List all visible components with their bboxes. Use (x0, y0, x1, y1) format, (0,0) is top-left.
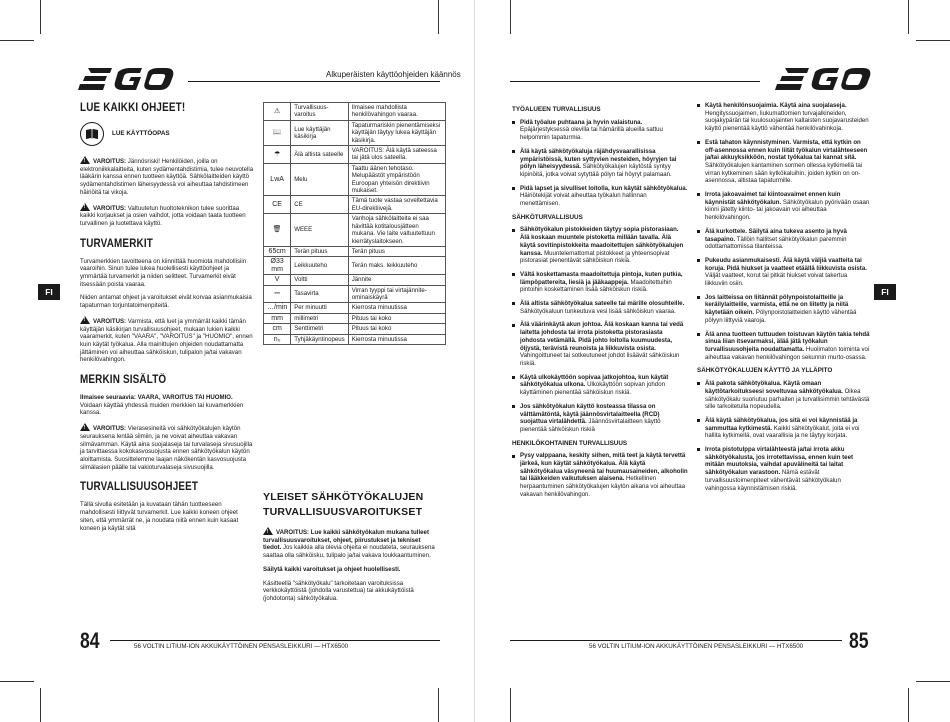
list-item (512, 226, 688, 265)
list-item-bold: Älä kurkottele. Säilytä aina tukeva asento ja hyvä tasapaino. (705, 227, 847, 243)
read-manual-block (80, 122, 254, 146)
list-item-text: Sähkötyökalujen kantaminen sormen ollessa kytkimellä tai virran kytkeminen sään kytkökaluihin, joiden kytkin on on-asennossa, altistaa tapaturmille. (705, 161, 863, 185)
symbol-icon: V (264, 275, 291, 285)
crop-mark (0, 40, 34, 41)
symbol-name: Turvallisuus-varoitus (291, 103, 348, 121)
header-rule (188, 81, 440, 82)
symbol-description: Kierrosta minuutissa (348, 303, 445, 313)
read-manual-label: LUE KÄYTTÖOPAS (112, 130, 170, 138)
list-item-text: Muuntelemattomat pistokkeet ja yhteensopivat pistorasiat pienentävät sähköiskun riskiä. (520, 249, 670, 265)
header-rule (510, 81, 760, 82)
crop-mark (438, 688, 439, 722)
symbol-row (264, 285, 446, 303)
list-item (697, 102, 871, 133)
list-item-text: Nämä estävät turvallisuustoimenpiteet vähentävät sähkötyökalun vahingossa käynnistämisen riskiä. (705, 469, 841, 492)
symbol-row (264, 257, 446, 275)
symbol-name: millimetri (291, 313, 348, 323)
electrical-list (512, 226, 688, 433)
list-item-text: Väljät vaatteet, korut tai pitkät hiukset voivat takertua liikkuviin osiin. (705, 272, 848, 288)
list-item-bold: Käytä henkilönsuojaimia. Käytä aina suojalaseja. (705, 102, 847, 109)
crop-mark (438, 0, 439, 34)
page-number-left: 84 (80, 628, 100, 653)
symbol-icon: 🗑 (264, 214, 291, 247)
symbol-name: Senttimetri (291, 324, 348, 334)
safety-instructions-text: Tällä sivulla esitetään ja kuvataan tähän tuotteeseen mahdollisesti liittyvät turvamerkit. Lue kaikki koneen ohjeet siten, että ymmärrät ne, ja noudata niitä ennen kuin kasaat koneen ja käytät sitä (80, 501, 239, 532)
list-item-text: Jäännösvirtalaitteen käyttö pienentää sähköiskun riskiä (520, 418, 661, 433)
symbol-icon: mm (264, 313, 291, 323)
list-item-bold: Vältä koskettamasta maadoitettuja pintoja, kuten putkia, lämpöpattereita, liesiä ja jääkaappeja. (520, 270, 683, 286)
list-item-text: Kaikki sähkötyökalut, joita ei voi hallita kytkimellä, ovat vaarallisia ja ne täytyy korjata. (705, 424, 860, 440)
symbol-icon: 📖 (264, 120, 291, 145)
list-item (697, 380, 871, 411)
list-item (697, 191, 871, 222)
crop-mark (916, 681, 950, 682)
list-item (512, 148, 688, 179)
symbol-icon: Ø33 mm (264, 257, 291, 275)
symbol-description: Jännite (348, 275, 445, 285)
list-item-bold: Jos sähkötyökalun käyttö kosteassa tilassa on välttämätöntä, käytä jäännösvirtalaitteella (RCD) suojattua virtalähdettä. (520, 402, 660, 426)
language-tab-left: FI (38, 284, 60, 300)
personal-list (512, 452, 688, 498)
symbol-name: Tyhjäkäyntinopeus (291, 334, 348, 344)
symbol-description: Pituus tai koko (348, 324, 445, 334)
list-item-bold: Älä pakota sähkötyökalua. Käytä omaan käyttötarkoitukseesi soveltuvaa sähkötyökalua. (705, 380, 843, 395)
symbol-name: Älä altista sateelle (291, 146, 348, 164)
warning-icon (80, 316, 90, 324)
list-item-text: Epäjärjestyksessä olevilla tai hämärillä alueilla sattuu helpommin tapaturmia. (520, 126, 663, 142)
warning-icon (80, 203, 90, 211)
general-warnings-heading: YLEISET SÄHKÖTYÖKALUJEN TURVALLISUUSVAROITUKSET (263, 491, 424, 518)
ego-logo-left (78, 66, 174, 92)
symbol-description: Tapaturmariskin pienentämiseksi käyttäjän täytyy lukea käyttäjän käsikirja. (348, 120, 445, 145)
symbol-row (264, 334, 446, 344)
list-item-text: Häiriötekijät voivat aiheuttaa työkalun hallinnan menettämisen. (520, 192, 647, 208)
save-all-text: Säilytä kaikki varoitukset ja ohjeet huolellisesti. (263, 565, 401, 573)
general-warning: !VAROITUS: Lue kaikki sähkötyökalun mukana tulleet turvallisuusvaroitukset, ohjeet, piirustukset ja tekniset tiedot. Jos kaikkia alla olevia ohjeita ei noudateta, seurauksena saattaa olla sähköisku, tulipalo ja/tai vakava loukkaantuminen. (263, 527, 439, 560)
symbol-row (264, 146, 446, 164)
symbol-icon: LwA (264, 163, 291, 196)
list-item-text: Maadoitettuihin pintoihin koskettaminen lisää sähköiskun riskiä. (520, 278, 672, 294)
language-tab-right: FI (874, 284, 896, 300)
symbol-description: Tämä tuote vastaa soveltettavia EU-direktiivejä. (348, 196, 445, 214)
symbol-description: VAROITUS: Älä käytä sateessa tai jätä ulos sateella. (348, 146, 445, 164)
symbol-row (264, 196, 446, 214)
list-item-bold: Pysy valppaana, keskity siihen, mitä teet ja käytä tervettä järkeä, kun käytät sähkötyökalua. Älä käytä sähkötyökalua väsyneenä tai huumausaineiden, alkoholin tai lääkkeiden vaikutuksen alaisena. (520, 452, 688, 483)
list-item-bold: Irrota pistotulppa virtalähteestä ja/tai irrota akku sähkötyökalusta, jos irrotettavissa, ennen kuin teet mitään muutoksia, vaihdat apuvälineitä tai laitat sähkötyökalun varastoon. (705, 446, 853, 477)
list-item-text: Huolimaton toiminta voi aiheuttaa vakavan henkilövahingon sekunnin murto-osassa. (705, 345, 870, 361)
electrical-heading: SÄHKÖTURVALLISUUS (512, 213, 583, 221)
symbol-description: Virran tyyppi tai virtajännite-ominaiskäyrä (348, 285, 445, 303)
symbol-row (264, 313, 446, 323)
list-item (697, 446, 871, 492)
symbol-name: Melu (291, 163, 348, 196)
crop-mark (908, 688, 909, 722)
symbol-icon: 65cm (264, 246, 291, 256)
safety-symbols-text1: Turvamerkkien tavoitteena on kiinnittää huomiota mahdollisiin vaaroihin. Sinun tulee lukea huolellisesti käyttöohjeet ja ymmärtää turvamerkit ja niiden selitteet. Turvamerkit eivät itsessään poista vaaraa. (80, 257, 247, 288)
symbol-description: Ilmaisee mahdollista henkilövahingon vaaraa. (348, 103, 445, 121)
right-column-2 (697, 102, 871, 498)
footer-text-right: 56 VOLTIN LITIUM-ION AKKUKÄYTTÖINEN PENSASLEIKKURI — HTX6500 (589, 643, 804, 650)
list-item-text: Hetkellinen herpaantuminen sähkötyökalujen käytön aikana voi aiheuttaa vakavan henkilövahingon. (520, 475, 685, 498)
symbol-icon: …/min (264, 303, 291, 313)
list-item-text: Sähkötyökalujen käytöstä syntyy kipinöitä, jotka voivat sytyttää pölyn tai höyryt palamaan. (520, 163, 672, 178)
crop-mark (40, 0, 41, 34)
list-item (697, 331, 871, 362)
footer-rule (110, 640, 440, 641)
ego-logo-right (775, 66, 871, 92)
warning-repairs: !VAROITUS: Valtuutetun huoltoteknikon tulee suorittaa kaikki korjaukset ja osien vaihdot, jotta voidaan taata tuotteen turvallinen ja luotettava käyttö. (80, 203, 254, 228)
list-item (512, 300, 688, 315)
symbol-icon: ☂ (264, 146, 291, 164)
list-item (512, 119, 688, 142)
ego-logo-icon (775, 66, 871, 92)
list-item-text: Ulkokäyttöön sopivan johdon käyttäminen pienentää sähköiskun riskiä. (520, 381, 665, 397)
list-item-bold: Älä väärinkäytä akun johtoa. Älä koskaan kanna tai vedä laitetta johdosta tai irrota pistoketta pistorasiasta johdosta vetämällä. Pidä johto loitolla kuumuudesta, öljystä, terävistä reunoista ja liikkuvista osista. (520, 321, 684, 352)
list-item (512, 185, 688, 208)
symbol-description: Taattu äänen tehotaso. Melupäästöt ympäristöön Euroopan yhteisön direktiivin mukaiset. (348, 163, 445, 196)
crop-mark (908, 0, 909, 34)
symbol-icon: cm (264, 324, 291, 334)
crop-mark (0, 681, 34, 682)
symbol-row (264, 214, 446, 247)
list-item-bold: Älä anna tuotteen tuttuuden toistuvan käytön takia tehdä sinua liian itsevarmaksi, älää jätä työkalun turvallisuusohjeita noudattamatta. (705, 330, 870, 353)
symbol-row (264, 303, 446, 313)
crop-mark (510, 688, 511, 722)
symbol-row (264, 324, 446, 334)
list-item (697, 257, 871, 288)
symbol-name: Leikkuuteho (291, 257, 348, 275)
spread-divider (474, 0, 475, 722)
list-item-bold: Pidä työalue puhtaana ja hyvin valaistuna. (520, 118, 643, 126)
warning-icon (80, 156, 90, 164)
list-item-bold: Pukeudu asianmukaisesti. Älä käytä väljiä vaatteita tai koruja. Pidä hiukset ja vaatteet etäällä liikkuvista osista. (705, 256, 867, 272)
list-item-bold: Älä käytä sähkötyökaluja räjähdysvaarallisissa ympäristöissä, kuten syttyvien nesteiden, höyryjen tai pölyn läheisyydessä. (520, 147, 677, 171)
list-item (697, 294, 871, 325)
footer-rule (510, 640, 842, 641)
list-item-bold: Sähkötyökalun pistokkeiden täytyy sopia pistorasiaan. Älä koskaan muuntele pistoketta millään tavalla. Älä käytä sovitinpistokkeita maadoitettujen sähkötyökalujen kanssa. (520, 226, 684, 257)
right-column-1 (512, 102, 688, 505)
header-title: Alkuperäisten käyttöohjeiden käännös (326, 70, 461, 79)
safety-symbols-text2: Niiden antamat ohjeet ja varoitukset eivät korvaa asianmukaisia tapaturman torjuntatoimenpiteitä. (80, 294, 252, 310)
warning-pacemaker: !VAROITUS: Jännösriski! Henkilöiden, joilla on elektroniikkalaitteita, kuten sydämentahdistimia, tulee neuvotella lääkärin kanssa ennen tuotteen käyttöä. Sähkölaitteiden käyttö sydämentahdistimen läheisyydessä voi aiheuttaa tahdistimeen häiriöitä tai vikoja. (80, 156, 254, 197)
list-item-bold: Älä altista sähkötyökalua sateelle tai märille olosuhteille. (520, 300, 685, 308)
list-item-text: Pölynpoistolaitteiden käyttö vähentää pölyyn liittyviä vaaroja. (705, 309, 857, 324)
list-item-bold: Käytä ulkokäyttöön sopivaa jatkojohtoa, kun käytät sähkötyökalua ulkona. (520, 373, 669, 389)
warning-icon (80, 423, 90, 431)
left-column-2 (263, 490, 439, 609)
read-manual-icon (80, 122, 104, 146)
warning-eye: !VAROITUS: Vierasesineitä voi sähkötyökalujen käytön seurauksena lentää silmiin, ja ne voivat aiheuttaa vakavan silmävamman. Käytä aina suojalaseja tai turvalaseja sivusuojilla ja tarvittaessa kokokasvosuojusta ennen sähkötyökalun käytön aloittamista. Suosittelemme laajan näkökentän kasvosuojusta silmälasien päälle tai vakioturvalaseja sivusuojilla. (80, 423, 254, 471)
signal-words-text: Ilmaisee seuraavia: VAARA, VAROITUS TAI HUOMIO. Voidaan käyttää yhdessä muiden merkkien tai kuvamerkkien kanssa. (80, 394, 244, 417)
symbol-row (264, 246, 446, 256)
work-area-list (512, 119, 688, 208)
power-tool-definition: Käsitteellä "sähkötyökalu" tarkoitetaan varoituksissa verkkokäyttöistä (johdolla varustettua) tai akkukäyttöistä (johdotonta) sähkötyökalua. (263, 579, 414, 602)
list-item-text: Tällöin hallitset sähkötyökalun paremmin odottamattomissa tilanteissa. (705, 235, 847, 251)
symbol-icon: ⎓ (264, 285, 291, 303)
warning-icon (263, 527, 273, 535)
list-item (697, 139, 871, 185)
page-number-right: 85 (849, 628, 869, 653)
personal-heading: HENKILÖKOHTAINEN TURVALLISUUS (512, 439, 628, 447)
symbol-icon: ⚠ (264, 103, 291, 121)
list-item (697, 417, 871, 440)
list-item-bold: Estä tahaton käynnistyminen. Varmista, että kytkin on off-asennossa ennen kuin liität työkalun virtalähteeseen ja/tai akkuyksikköön, nostat työkalua tai kannat sitä. (705, 138, 868, 162)
symbol-icon: CE (264, 196, 291, 214)
list-item (512, 271, 688, 294)
signal-words-heading: MERKIN SISÄLTÖ (80, 374, 167, 387)
left-column-1 (80, 102, 254, 538)
tool-use-list (697, 380, 871, 492)
list-item-text: Hengityssuojaimen, liukumattomien turvajalkineiden, suojakypärän tai kuulosuojainten kaltaisten suojavarusteiden käyttö pienentää käyttö vähentää henkilövahinkoja. (705, 109, 869, 133)
read-all-heading: LUE KAIKKI OHJEET! (80, 102, 186, 114)
symbol-name: Per minuutti (291, 303, 348, 313)
personal-list-continued (697, 102, 871, 361)
crop-mark (510, 0, 511, 34)
symbol-icon: n₀ (264, 334, 291, 344)
safety-symbols-heading: TURVAMERKIT (80, 237, 153, 250)
symbol-name: WEEE (291, 214, 348, 247)
list-item (512, 321, 688, 367)
ego-logo-icon (78, 66, 174, 92)
symbol-name: CE (291, 196, 348, 214)
list-item (697, 228, 871, 251)
list-item-text: Vahingoittuneet tai sotkeutuneet johdot lisäävät sähköiskun riskiä. (520, 352, 680, 367)
symbol-name: Terän pituus (291, 246, 348, 256)
symbol-description: Kierrosta minuutissa (348, 334, 445, 344)
symbol-row (264, 103, 446, 121)
list-item (512, 374, 688, 397)
list-item-bold: Irrota jakoavaimet tai kiintoavaimet ennen kuin käynnistät sähkötyökalun. (705, 191, 841, 206)
crop-mark (40, 688, 41, 722)
symbol-name: Tasavirta (291, 285, 348, 303)
symbol-row (264, 275, 446, 285)
list-item-bold: Älä käytä sähkötyökalua, jos sitä ei voi käynnistää ja sammuttaa kytkimestä. (705, 416, 858, 432)
crop-mark (916, 40, 950, 41)
footer-text-left: 56 VOLTIN LITIUM-ION AKKUKÄYTTÖINEN PENSASLEIKKURI — HTX6500 (134, 643, 349, 650)
symbol-row (264, 163, 446, 196)
list-item (512, 403, 688, 434)
list-item (512, 452, 688, 498)
symbols-table (263, 102, 446, 345)
list-item-text: Oikea sähkötyökalu suoriutuu parhaiten ja turvallisimmin tehtävästä sille tarkoitetulla nopeudella. (705, 387, 870, 411)
warning-read-all: !VAROITUS: Varmista, että luet ja ymmärrät kaikki tämän käyttäjän käsikirjan turvallisuusohjeet, mukaan lukien kaikki vaaramerkit, kuten "VAARA", "VAROITUS" ja "HUOMIO", ennen kuin käytät työkalua. Alla mainittujen ohjeiden noudattamatta jättäminen voi aiheuttaa sähköiskun, tulipalon ja/tai vakavan henkilövahingon. (80, 316, 254, 364)
symbol-description: Terän pituus (348, 246, 445, 256)
list-item-text: Sähkötyökalun pyörivään osaan kiinni jätetty kiinto- tai jakoavain voi aiheuttaa henkilövahingon. (705, 198, 870, 222)
list-item-bold: Jos laitteissa on liitännät pölynpoistolaitteille ja keräilylaitteille, varmista, että ne on liitetty ja niitä käytetään oikein. (705, 293, 849, 317)
tool-use-heading: SÄHKÖTYÖKALUJEN KÄYTTÖ JA YLLÄPITO (697, 367, 833, 375)
list-item-bold: Pidä lapset ja sivulliset loitolla, kun käytät sähkötyökalua. (520, 184, 688, 192)
symbol-description: Pituus tai koko (348, 313, 445, 323)
symbol-description: Terän maks. leikkuuteho (348, 257, 445, 275)
work-area-heading: TYÖALUEEN TURVALLISUUS (512, 106, 601, 113)
symbol-row (264, 120, 446, 145)
symbol-name: Voltti (291, 275, 348, 285)
symbol-name: Lue käyttäjän käsikirja (291, 120, 348, 145)
safety-instructions-heading: TURVALLISUUSOHJEET (80, 481, 199, 494)
list-item-text: Sähkötyökaluun tunkeutuva vesi lisää sähköiskun vaaraa. (520, 307, 676, 315)
symbol-description: Vanhoja sähkölaitteita ei saa hävittää kotitalousjätteen mukana. Vie laite valtuutettuun kierrätyslaitokseen. (348, 214, 445, 247)
